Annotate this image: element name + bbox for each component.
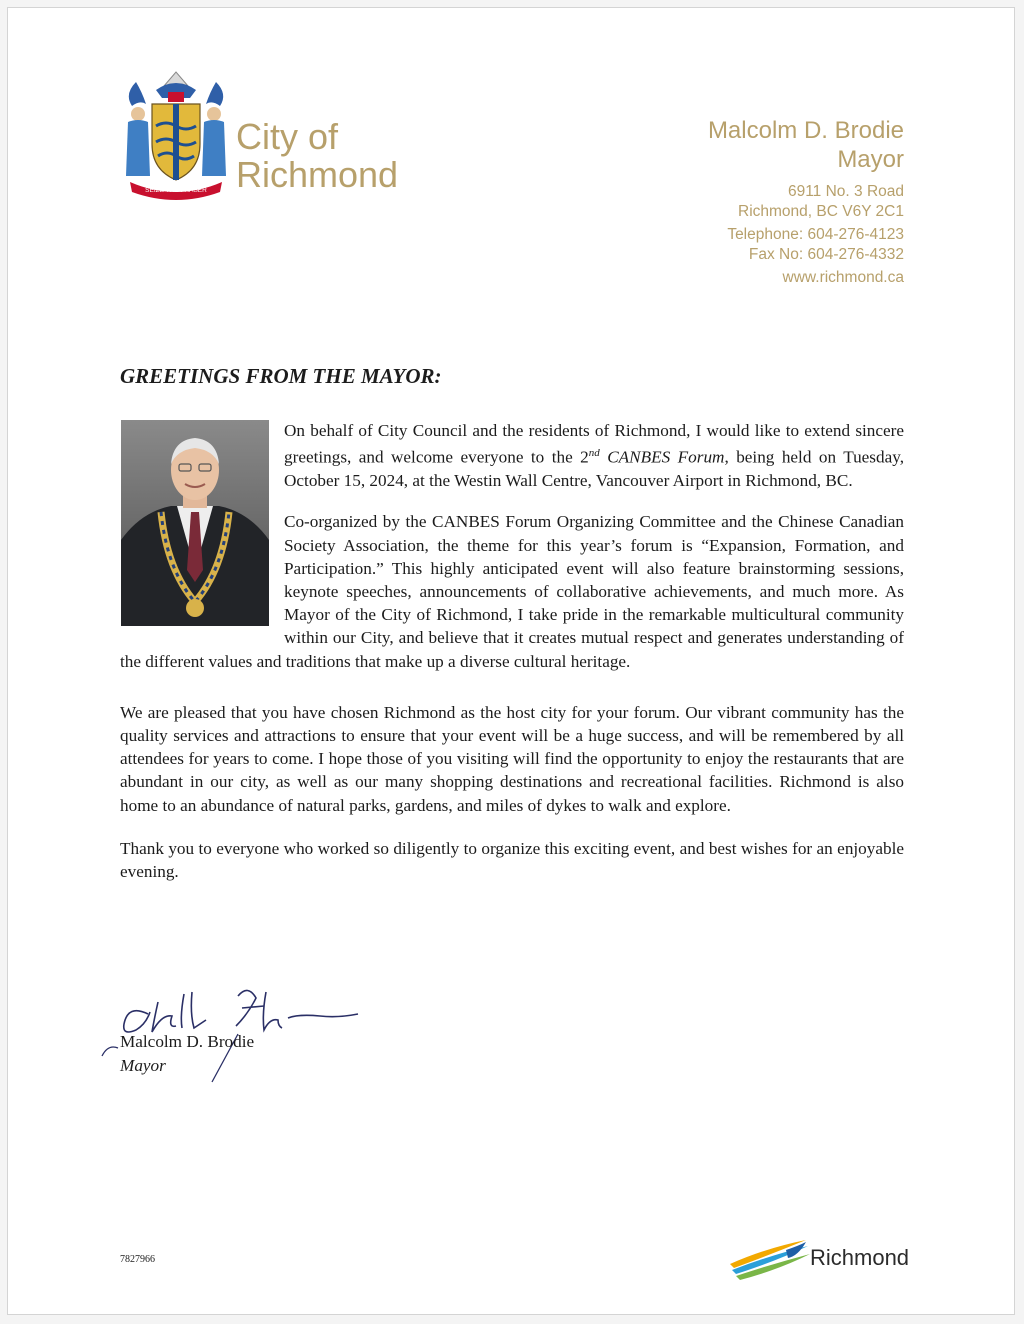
richmond-swoosh-icon: [726, 1234, 812, 1280]
city-crest-icon: [120, 66, 232, 204]
city-line1: City of: [236, 116, 339, 157]
paragraph-2: Co-organized by the CANBES Forum Organizing Committee and the Chinese Canadian Society Association, the theme for this year’s forum is “Expansion, Formation, and Participation.” This highly anticipated event will also feature brainstorming sessions, keynote speeches, announcements of collaborative achievements, and much more. As Mayor of the City of Richmond, I take pride in the remarkable multicultural community within our City, and believe that it creates mutual respect and generates understanding of the different values and traditions that make up a diverse cultural heritage.: [120, 512, 904, 671]
letter-page: [7, 7, 1015, 1315]
signer-title: Mayor: [120, 1056, 166, 1075]
city-of-richmond-logo-text: [236, 118, 398, 194]
mayor-name: Malcolm D. Brodie: [707, 117, 904, 144]
paragraph-4: Thank you to everyone who worked so diligently to organize this exciting event, and best wishes for an enjoyable evening.: [120, 838, 904, 881]
document-number: 7827966: [120, 1254, 155, 1265]
letter-heading: GREETINGS FROM THE MAYOR:: [120, 364, 442, 388]
event-name: CANBES Forum: [607, 447, 725, 467]
paragraph-3: We are pleased that you have chosen Richmond as the host city for your forum. Our vibrant community has the quality services and attractions to ensure that your event will be a huge success, and will be remembered by all attendees for years to come. I hope those of you visiting will find the opportunity to enjoy the restaurants that are abundant in our city, as well as our many shopping destinations and recreational facilities. Richmond is also home to an abundance of natural parks, gardens, and miles of dykes to walk and explore.: [120, 702, 904, 815]
address-line2: Richmond, BC V6Y 2C1: [738, 202, 904, 220]
letter-body: [120, 419, 904, 883]
crest-motto: SEIZE THE FRASER: [145, 187, 207, 194]
richmond-brand-text: Richmond: [810, 1245, 910, 1270]
address-line1: 6911 No. 3 Road: [787, 183, 904, 200]
mayor-title: Mayor: [837, 146, 904, 173]
fax: Fax No: 604-276-4332: [748, 245, 904, 263]
telephone: Telephone: 604-276-4123: [727, 226, 904, 243]
signature-block: [120, 1030, 254, 1078]
mayor-contact-block: [708, 116, 904, 288]
city-line2: Richmond: [236, 154, 399, 195]
website-link[interactable]: www.richmond.ca: [782, 269, 904, 286]
richmond-footer-logo: [726, 1234, 910, 1280]
paragraph-1: On behalf of City Council and the residents of Richmond, I would like to extend sincere greetings, and welcome everyone to the 2nd CANBES Forum, being held on Tuesday, October 15, 2024, at the Westin Wall Centre, Vancouver Airport in Richmond, BC.: [284, 421, 904, 491]
signer-name: Malcolm D. Brodie: [120, 1032, 255, 1051]
